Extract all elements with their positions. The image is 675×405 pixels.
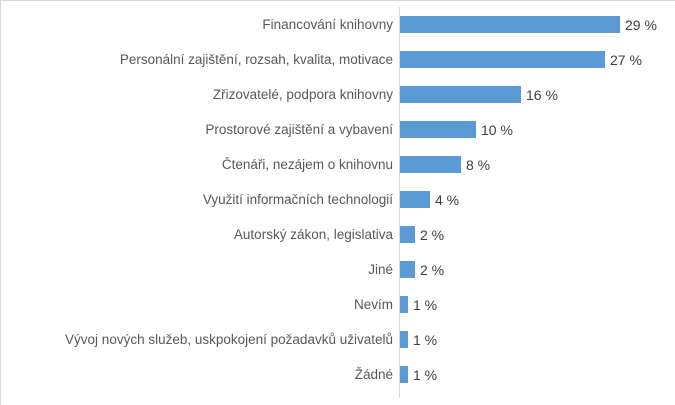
bar-row	[1, 322, 675, 357]
value-label: 8 %	[466, 156, 491, 173]
bar[interactable]	[400, 296, 408, 313]
category-label: Žádné	[354, 367, 393, 382]
bar-row	[1, 7, 675, 42]
bar[interactable]	[400, 226, 415, 243]
value-label: 4 %	[435, 191, 460, 208]
value-label: 1 %	[413, 296, 438, 313]
bar-row	[1, 217, 675, 252]
bar[interactable]	[400, 331, 408, 348]
value-label: 1 %	[413, 331, 438, 348]
category-label: Personální zajištění, rozsah, kvalita, motivace	[119, 52, 393, 67]
category-label: Nevím	[353, 297, 393, 312]
category-label: Jiné	[368, 262, 393, 277]
bar-row	[1, 147, 675, 182]
bar[interactable]	[400, 261, 415, 278]
bar-row	[1, 287, 675, 322]
bar-row	[1, 252, 675, 287]
bar-row	[1, 182, 675, 217]
bar[interactable]	[400, 156, 461, 173]
value-label: 29 %	[625, 16, 657, 33]
bar[interactable]	[400, 366, 408, 383]
category-label: Čtenáři, nezájem o knihovnu	[221, 157, 393, 172]
value-label: 2 %	[420, 226, 445, 243]
bar-row	[1, 77, 675, 112]
bar[interactable]	[400, 191, 430, 208]
value-label: 27 %	[610, 51, 642, 68]
bar-row	[1, 42, 675, 77]
bar-row	[1, 112, 675, 147]
bar[interactable]	[400, 51, 605, 68]
category-label: Financování knihovny	[262, 17, 393, 32]
bar[interactable]	[400, 16, 620, 33]
bar[interactable]	[400, 121, 476, 138]
value-label: 1 %	[413, 366, 438, 383]
bar-rows-container	[1, 7, 675, 392]
value-label: 16 %	[526, 86, 558, 103]
category-label: Prostorové zajištění a vybavení	[205, 122, 393, 137]
value-label: 2 %	[420, 261, 445, 278]
value-label: 10 %	[481, 121, 513, 138]
category-label: Zřizovatelé, podpora knihovny	[212, 87, 393, 102]
category-label: Vývoj nových služeb, uskpokojení požadavků uživatelů	[65, 332, 393, 347]
bar[interactable]	[400, 86, 521, 103]
category-label: Využití informačních technologií	[202, 192, 393, 207]
bar-row	[1, 357, 675, 392]
category-label: Autorský zákon, legislativa	[233, 227, 393, 242]
